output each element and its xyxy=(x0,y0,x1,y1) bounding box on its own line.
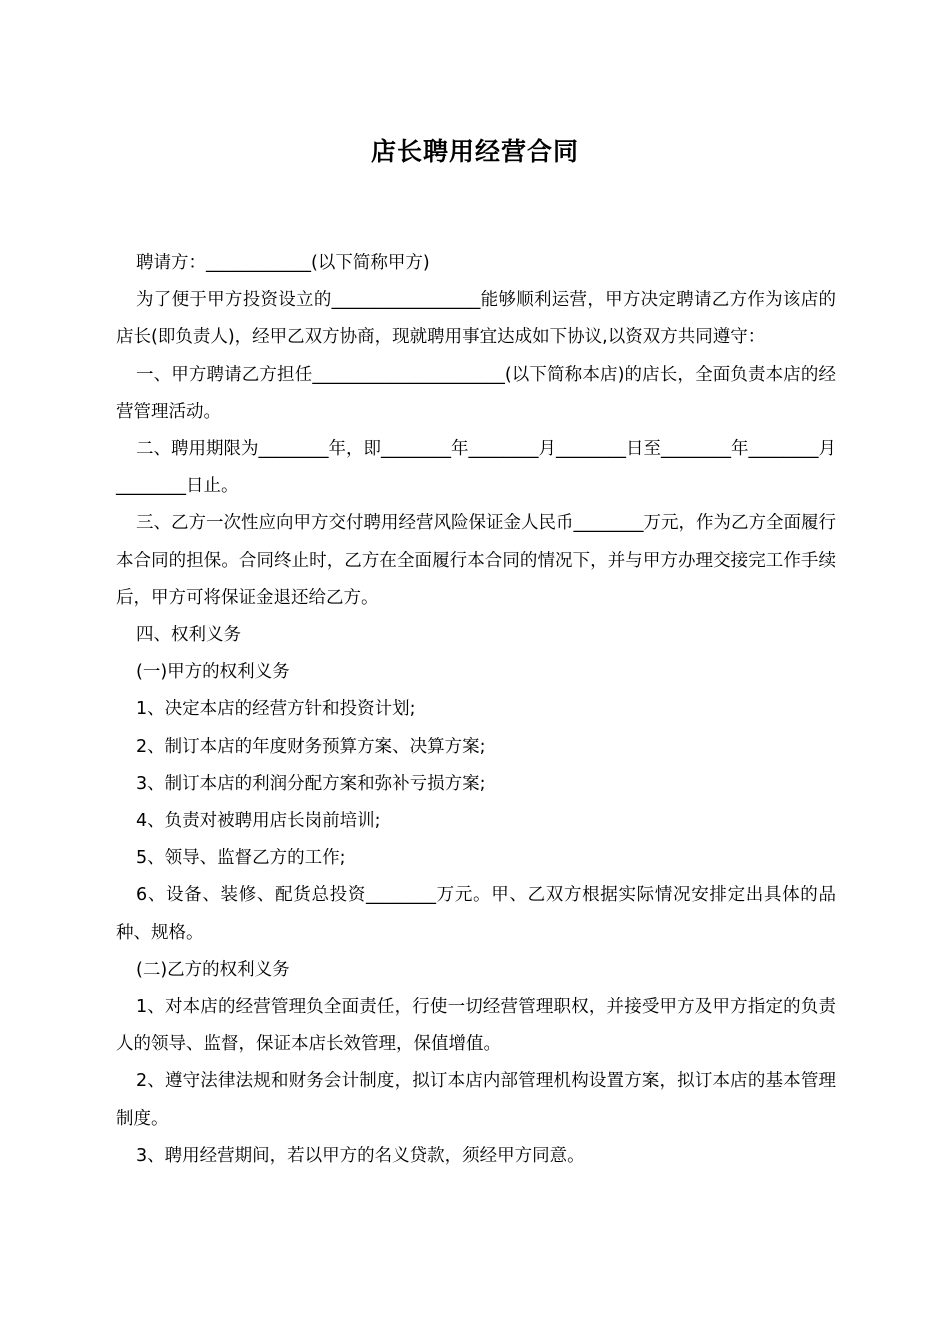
list-item-party-a-3: 3、制订本店的利润分配方案和弥补亏损方案; xyxy=(136,773,486,794)
document-body xyxy=(116,245,836,1175)
paragraph-clause-1: 一、甲方聘请乙方担任______________________(以下简称本店)的店长，全面负责本店的经营管理活动。 xyxy=(116,364,836,422)
subsection-heading-party-a: (一)甲方的权利义务 xyxy=(136,662,290,683)
section-heading-rights: 四、权利义务 xyxy=(136,625,241,646)
list-item-party-a-1: 1、决定本店的经营方针和投资计划; xyxy=(136,699,416,720)
list-item-party-a-5: 5、领导、监督乙方的工作; xyxy=(136,848,346,869)
list-item-party-b-3: 3、聘用经营期间，若以甲方的名义贷款，须经甲方同意。 xyxy=(136,1145,585,1166)
paragraph-employer: 聘请方：____________(以下简称甲方) xyxy=(136,253,430,273)
list-item-party-b-2: 2、遵守法律法规和财务会计制度，拟订本店内部管理机构设置方案，拟订本店的基本管理制度。 xyxy=(116,1071,836,1129)
paragraph-purpose: 为了便于甲方投资设立的_________________能够顺利运营，甲方决定聘请乙方作为该店的店长(即负责人)，经甲乙双方协商，现就聘用事宜达成如下协议,以资双方共同遵守： xyxy=(116,290,836,348)
subsection-heading-party-b: (二)乙方的权利义务 xyxy=(136,959,290,980)
list-item-party-a-2: 2、制订本店的年度财务预算方案、决算方案; xyxy=(136,736,486,757)
paragraph-clause-2: 二、聘用期限为________年，即________年________月________日至________年________月________日止。 xyxy=(116,439,836,497)
list-item-party-a-6: 6、设备、装修、配货总投资________万元。甲、乙双方根据实际情况安排定出具体的品种、规格。 xyxy=(116,885,836,943)
list-item-party-a-4: 4、负责对被聘用店长岗前培训; xyxy=(136,811,381,832)
paragraph-clause-3: 三、乙方一次性应向甲方交付聘用经营风险保证金人民币________万元，作为乙方全面履行本合同的担保。合同终止时，乙方在全面履行本合同的情况下，并与甲方办理交接完工作手续后，甲方可将保证金退还给乙方。 xyxy=(116,513,836,608)
list-item-party-b-1: 1、对本店的经营管理负全面责任，行使一切经营管理职权，并接受甲方及甲方指定的负责人的领导、监督，保证本店长效管理，保值增值。 xyxy=(116,997,836,1055)
document-title: 店长聘用经营合同 xyxy=(370,137,579,166)
